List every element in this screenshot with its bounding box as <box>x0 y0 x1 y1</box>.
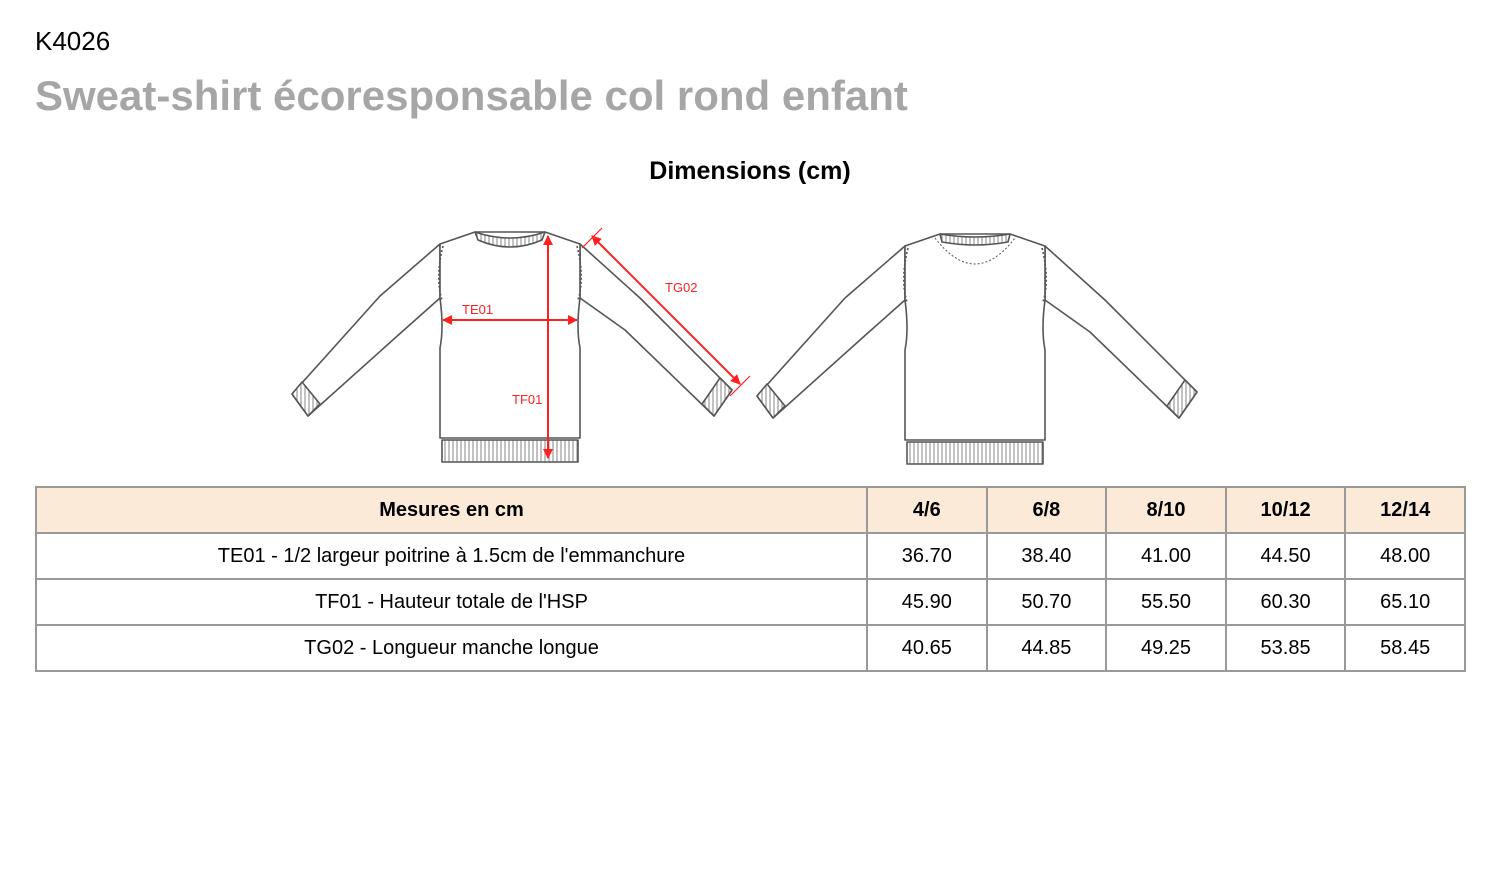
row-value: 65.10 <box>1345 579 1465 625</box>
header-size: 8/10 <box>1106 487 1226 533</box>
row-label: TE01 - 1/2 largeur poitrine à 1.5cm de l'emmanchure <box>36 533 867 579</box>
row-value: 41.00 <box>1106 533 1226 579</box>
table-row <box>36 625 1465 671</box>
header-measures: Mesures en cm <box>36 487 867 533</box>
row-value: 38.40 <box>987 533 1107 579</box>
dimensions-heading: Dimensions (cm) <box>649 157 851 185</box>
header-size: 4/6 <box>867 487 987 533</box>
row-value: 40.65 <box>867 625 987 671</box>
row-value: 45.90 <box>867 579 987 625</box>
row-value: 55.50 <box>1106 579 1226 625</box>
tf01-label: TF01 <box>512 392 543 407</box>
row-label: TG02 - Longueur manche longue <box>36 625 867 671</box>
back-view <box>757 234 1197 464</box>
product-title: Sweat-shirt écoresponsable col rond enfant <box>35 72 908 119</box>
table-row <box>36 579 1465 625</box>
product-reference: K4026 <box>35 26 111 56</box>
row-value: 60.30 <box>1226 579 1346 625</box>
table-row <box>36 533 1465 579</box>
row-value: 36.70 <box>867 533 987 579</box>
row-value: 44.85 <box>987 625 1107 671</box>
header-size: 10/12 <box>1226 487 1346 533</box>
row-value: 53.85 <box>1226 625 1346 671</box>
header-size: 6/8 <box>987 487 1107 533</box>
row-value: 44.50 <box>1226 533 1346 579</box>
row-value: 50.70 <box>987 579 1107 625</box>
row-value: 49.25 <box>1106 625 1226 671</box>
front-view <box>292 232 732 462</box>
table-header-row <box>36 487 1465 533</box>
size-chart-table <box>35 486 1466 672</box>
row-value: 58.45 <box>1345 625 1465 671</box>
tg02-label: TG02 <box>665 280 698 295</box>
sweatshirt-diagram <box>280 218 1210 470</box>
header-size: 12/14 <box>1345 487 1465 533</box>
row-value: 48.00 <box>1345 533 1465 579</box>
row-label: TF01 - Hauteur totale de l'HSP <box>36 579 867 625</box>
te01-label: TE01 <box>462 302 494 317</box>
